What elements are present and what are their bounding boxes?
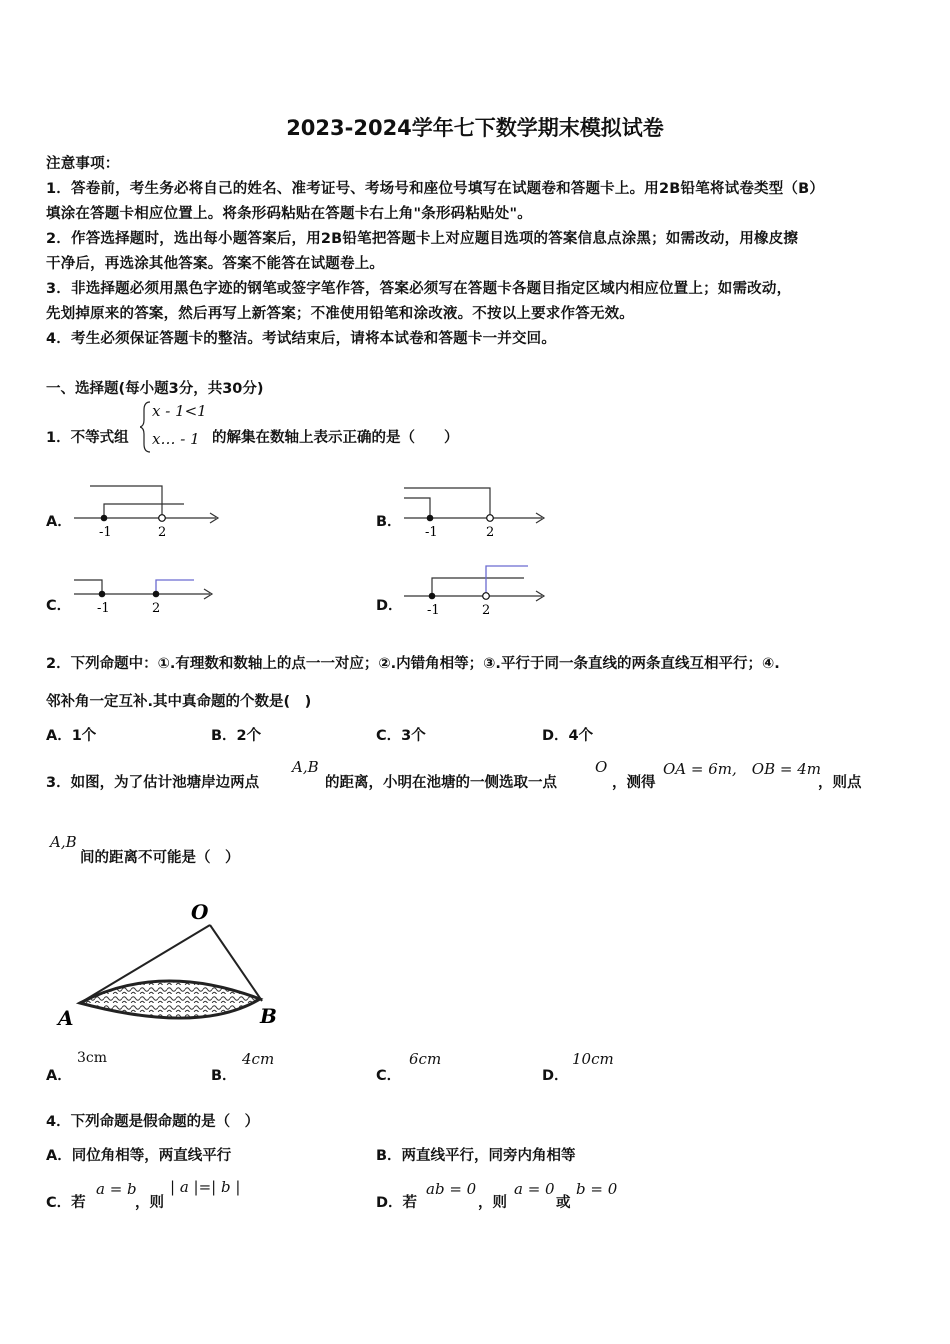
q3-measurements: OA = 6m, OB = 4m	[663, 760, 821, 778]
notice-line: 3．非选择题必须用黑色字迹的钢笔或签字笔作答，答案必须写在答题卡各题目指定区域内相应位置上；如需改动，	[46, 281, 792, 297]
notice-line: 4．考生必须保证答题卡的整洁。考试结束后，请将本试卷和答题卡一并交回。	[46, 331, 557, 347]
q2-option-b[interactable]: B．2个	[211, 728, 262, 744]
q3-pond-figure	[50, 895, 290, 1035]
q1-option-c-numberline	[70, 570, 230, 620]
closed-point	[429, 593, 436, 600]
q3-option-a-value: 3cm	[77, 1050, 108, 1066]
q4-option-a[interactable]: A．同位角相等，两直线平行	[46, 1148, 232, 1164]
closed-point	[99, 591, 106, 598]
label-b: B	[260, 1004, 277, 1028]
q1-option-a-numberline	[70, 480, 230, 542]
solution-bracket-2	[486, 566, 528, 596]
q2-option-c[interactable]: C．3个	[376, 728, 426, 744]
solution-bracket-2	[404, 498, 430, 518]
q4-option-d-condition: ab = 0	[426, 1180, 477, 1198]
q4-option-c-result: | a |=| b |	[170, 1178, 241, 1196]
closed-point	[101, 515, 108, 522]
q3-option-d-value: 10cm	[572, 1050, 614, 1068]
q3-option-b-value: 4cm	[242, 1050, 275, 1068]
notice-line: 2．作答选择题时，选出每小题答案后，用2B铅笔把答题卡上对应题目选项的答案信息点涂黑；如需改动，用橡皮擦	[46, 231, 799, 247]
q2-line-2: 邻补角一定互补.其中真命题的个数是( )	[46, 694, 312, 710]
solution-bracket-1	[404, 488, 490, 518]
q2-option-d[interactable]: D．4个	[542, 728, 594, 744]
solution-bracket-2	[156, 580, 194, 594]
tick-label: 2	[158, 525, 167, 540]
q4-stem: 4．下列命题是假命题的是（ ）	[46, 1114, 260, 1130]
tick-label: 2	[152, 601, 161, 616]
q4-option-d-result-2: b = 0	[576, 1180, 618, 1198]
q2-line-1: 2．下列命题中：①.有理数和数轴上的点一一对应；②.内错角相等；③.平行于同一条直线的两条直线互相平行；④.	[46, 656, 780, 672]
q1-suffix: 的解集在数轴上表示正确的是（ ）	[212, 430, 459, 446]
solution-bracket-1	[104, 504, 184, 518]
q1-inequality-1: x - 1<1	[152, 402, 207, 420]
q1-option-b-label[interactable]: B．	[376, 514, 402, 530]
q1-option-d-label[interactable]: D．	[376, 598, 403, 614]
section-heading: 一、选择题(每小题3分，共30分)	[46, 381, 264, 397]
q3-text-1: 3．如图，为了估计池塘岸边两点	[46, 775, 260, 791]
notice-line: 先划掉原来的答案，然后再写上新答案；不准使用铅笔和涂改液。不按以上要求作答无效。	[46, 306, 634, 322]
q3-points-ab-2: A,B	[50, 833, 77, 851]
tick-label: -1	[99, 525, 112, 540]
notice-heading: 注意事项：	[46, 156, 120, 172]
q3-text-4: ，则点	[818, 775, 862, 791]
notice-line: 干净后，再选涂其他答案。答案不能答在试题卷上。	[46, 256, 385, 272]
q4-option-d-mid: ，则	[478, 1195, 507, 1211]
q1-prefix: 1．不等式组	[46, 430, 129, 446]
q3-text-3: ，测得	[612, 775, 656, 791]
q3-option-d-label[interactable]: D．	[542, 1068, 569, 1084]
tick-label: 2	[486, 525, 495, 540]
q4-option-b[interactable]: B．两直线平行，同旁内角相等	[376, 1148, 576, 1164]
tick-label: -1	[97, 601, 110, 616]
solution-bracket-1	[74, 580, 102, 594]
open-point	[487, 515, 494, 522]
open-point	[159, 515, 166, 522]
page-title: 2023-2024学年七下数学期末模拟试卷	[286, 116, 664, 140]
q4-option-d-result-1: a = 0	[514, 1180, 555, 1198]
solution-bracket-1	[432, 578, 524, 596]
q3-text-2: 的距离，小明在池塘的一侧选取一点	[325, 775, 557, 791]
closed-point	[153, 591, 160, 598]
tick-label: -1	[425, 525, 438, 540]
q1-inequality-2: x… - 1	[152, 430, 200, 448]
tick-label: 2	[482, 603, 491, 618]
tick-label: -1	[427, 603, 440, 618]
q4-option-d-or: 或	[556, 1195, 571, 1211]
q3-option-a-label[interactable]: A．	[46, 1068, 72, 1084]
q3-text-5: 间的距离不可能是（ ）	[80, 850, 240, 866]
q1-option-b-numberline	[400, 480, 560, 542]
q3-option-c-label[interactable]: C．	[376, 1068, 402, 1084]
q1-option-a-label[interactable]: A．	[46, 514, 72, 530]
q4-option-d-label[interactable]: D．若	[376, 1195, 418, 1211]
q3-point-o: O	[595, 758, 608, 776]
q3-points-ab: A,B	[292, 758, 319, 776]
notice-line: 1．答卷前，考生务必将自己的姓名、准考证号、考场号和座位号填写在试题卷和答题卡上。用2B铅笔将试卷类型（B）	[46, 181, 825, 197]
label-o: O	[191, 900, 209, 924]
closed-point	[427, 515, 434, 522]
solution-bracket-2	[90, 486, 162, 518]
q1-option-c-label[interactable]: C．	[46, 598, 72, 614]
q1-option-d-numberline	[400, 560, 560, 622]
q4-option-c-condition: a = b	[96, 1180, 137, 1198]
q2-option-a[interactable]: A．1个	[46, 728, 97, 744]
q3-option-c-value: 6cm	[409, 1050, 442, 1068]
notice-line: 填涂在答题卡相应位置上。将条形码粘贴在答题卡右上角"条形码粘贴处"。	[46, 206, 532, 222]
open-point	[483, 593, 490, 600]
q4-option-c-mid: ，则	[135, 1195, 164, 1211]
label-a: A	[58, 1006, 74, 1030]
q3-option-b-label[interactable]: B．	[211, 1068, 237, 1084]
q4-option-c-label[interactable]: C．若	[46, 1195, 86, 1211]
